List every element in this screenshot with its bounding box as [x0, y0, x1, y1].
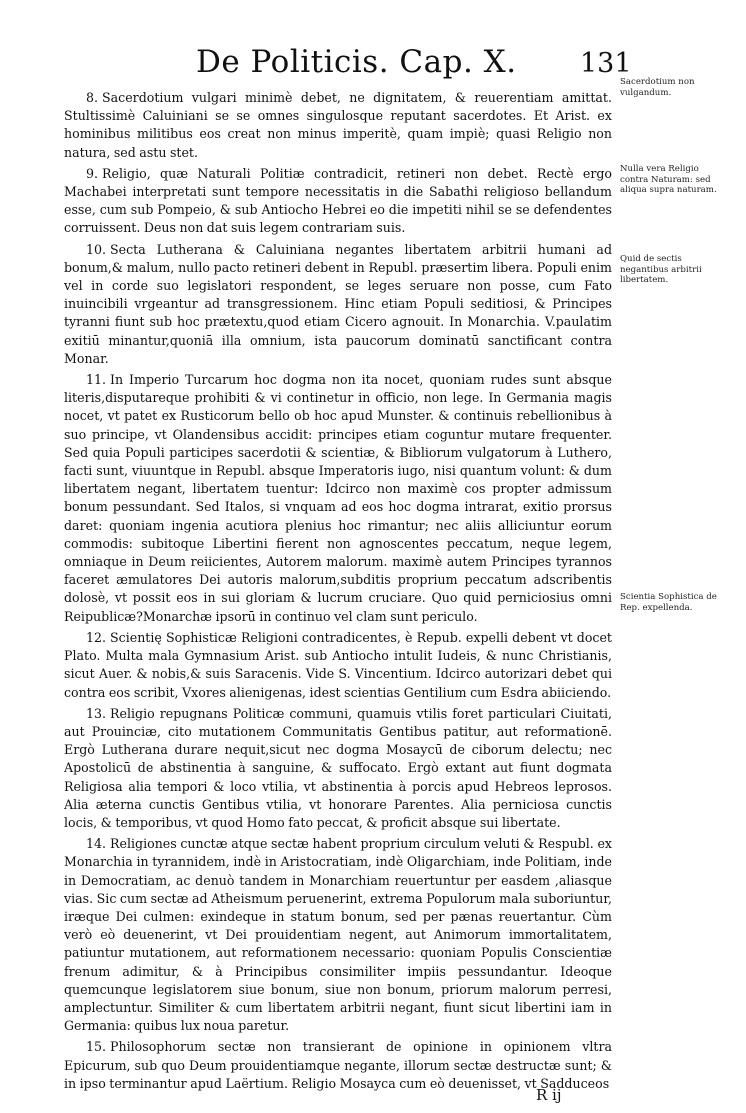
paragraph-text: Philosophorum sectæ non transierant de opinione in opinionem vltra Epicurum, sub quo Deum prouidentiamque negante, illorum sectæ destructæ sunt; & in ipso terminantur apud Laërtium. Religio Mosayca cum eò deuenisset, vt Sadduceos: [64, 1039, 612, 1091]
paragraph-text: Religio, quæ Naturali Politiæ contradicit, retineri non debet. Rectè ergo Machabei interpretati sunt tempore necessitatis in die Sabathi religioso bellandum esse, cum sub Pompeio, & sub Antiocho Hebrei eo die impetiti nihil se se defendentes corruissent. Deus non dat suis legem contrariam suis.: [64, 165, 612, 236]
paragraph-text: In Imperio Turcarum hoc dogma non ita nocet, quoniam rudes sunt absque literis,disputareque prohibiti & vi continetur in officio, non lege. In Germania magis nocet, vt patet ex Rusticorum bello ob hoc apud Munster. & continuis rebellionibus à suo principe, vt Olandensibus accidit: principes etiam coguntur mutare frequenter. Sed quia Populi participes sacerdotii & scientiæ, & Bibliorum vulgatorum à Luthero, facti sunt, viuuntque in Republ. absque Imperatoris iugo, nisi quantum volunt: & dum libertatem negant, libertatem tuentur: Idcirco non maximè cos propter admissum bonum pessundant. Sed Italos, si vnquam ad eos hoc dogma intrarat, exitio prorsus daret: quoniam ingenia acutiora plenius hoc rimantur; nec aliis alliciuntur eorum commodis: subitoque Libertini fierent non agnoscentes peccatum, neque legem, omniaque in Deum reiicientes, Autorem malorum. maximè autem Principes tyrannos faceret æmulatores Dei autoris malorum,subditis proprium peccatum adscribentis dolosè, vt possit eos in sui gloriam & lucrum cruciare. Quo quid perniciosius omni Reipublicæ?Monarchæ ipsorū in continuo vel clam sunt periculo.: [64, 372, 612, 624]
paragraph: [64, 835, 612, 1035]
paragraph-number: 12.: [86, 629, 107, 645]
paragraph-text: Religio repugnans Politicæ communi, quamuis vtilis foret particulari Ciuitati, aut Prouinciæ, cito mutationem Communitatis Gentibus patitur, aut reformationē. Ergò Lutherana durare nequit,sicut nec dogma Mosaycū de ciborum delectu; nec Apostolicū de abstinentia à sanguine, & suffocato. Ergò extant aut fiunt dogmata Religiosa alia tempori & loco vtilia, vt abstinentia à porcis apud Hebreos leprosos. Alia æterna cunctis Gentibus vtilia, vt honorare Parentes. Alia perniciosa cunctis locis, & temporibus, vt quod Homo fato peccat, & proficit absque sui libertate.: [64, 705, 612, 830]
paragraph: [64, 1038, 612, 1093]
page-number: 131: [580, 48, 632, 79]
margin-note: Sacerdotium non vulgandum.: [620, 77, 695, 98]
paragraph-number: 10.: [86, 241, 107, 257]
paragraph-number: 8.: [86, 90, 99, 105]
paragraph: [64, 705, 612, 832]
margin-note: Quid de sectis negantibus arbitrii libertatem.: [620, 254, 702, 285]
paragraph-text: Sacerdotium vulgari minimè debet, ne dignitatem, & reuerentiam amittat. Stultissimè Caluiniani se se omnes singulosque reputant sacerdotes. Et Arist. ex hominibus militibus eos creat non minus imperitè, quam impiè; quasi Religio non natura, sed astu stet.: [64, 90, 612, 160]
paragraph: [64, 241, 612, 368]
paragraph-number: 9.: [86, 165, 99, 181]
paragraph-number: 13.: [86, 705, 107, 721]
paragraph-number: 15.: [86, 1039, 107, 1055]
paragraph-text: Religiones cunctæ atque sectæ habent proprium circulum veluti & Respubl. ex Monarchia in tyrannidem, indè in Aristocratiam, indè Oligarchiam, inde Politiam, inde in Democratiam, ac denuò tandem in Monarchiam reuertuntur per easdem ,aliasque vias. Sic cum sectæ ad Atheismum peruenerint, extrema Populorum mala suboriuntur, iræque Dei culmen: exindeque in statum bonum, sed per pænas reuertantur. Cùm verò eò deuenerint, vt Dei prouidentiam negent, aut Animorum immortalitatem, patiuntur mutationem, aut reformationem necessario: quoniam Populis Conscientiæ frenum adimitur, & à Principibus consimiliter impiis pessundantur. Ideoque quemcunque legislatorem siue bonum, siue non bonum, priorum malorum perresi, amplectuntur. Similiter & cum libertatem arbitrii negant, fiunt sicut libertini iam in Germania: quibus lux noua paretur.: [64, 836, 612, 1034]
paragraph: [64, 89, 612, 162]
main-text: [64, 89, 612, 1096]
paragraph-number: 14.: [86, 836, 107, 852]
running-title: De Politicis. Cap. X.: [196, 44, 517, 80]
paragraph-number: 11.: [86, 372, 107, 388]
signature-mark: R ij: [536, 1086, 562, 1104]
margin-note: Scientia Sophistica de Rep. expellenda.: [620, 592, 717, 613]
margin-note: Nulla vera Religio contra Naturam: sed aliqua supra naturam.: [620, 164, 717, 195]
paragraph-text: Secta Lutherana & Caluiniana negantes libertatem arbitrii humani ad bonum,& malum, nullo pacto retineri debent in Republ. præsertim libera. Populi enim vel in corde suo legislatori respondent, se leges seruare non posse, cum Fato inuincibili vrgeantur ad transgressionem. Hinc etiam Populi seditiosi, & Principes tyranni fiunt sub hoc prætextu,quod etiam Cicero agnouit. In Monarchia. V.paulatim exitiū minantur,quoniā illa omnium, ista paucorum dominatū sanctificant contra Monar.: [64, 241, 612, 366]
paragraph-text: Scientię Sophisticæ Religioni contradicentes, è Repub. expelli debent vt docet Plato. Multa mala Gymnasium Arist. sub Antiocho intulit Iudeis, & nunc Christianis, sicut Auer. & nobis,& suis Saracenis. Vide S. Vincentium. Idcirco autorizari debet qui contra eos scribit, Vxores alienigenas, idest scientias Gentilium cum Esdra abiiciendo.: [64, 629, 612, 700]
paragraph: [64, 371, 612, 626]
paragraph: [64, 629, 612, 702]
paragraph: [64, 165, 612, 238]
